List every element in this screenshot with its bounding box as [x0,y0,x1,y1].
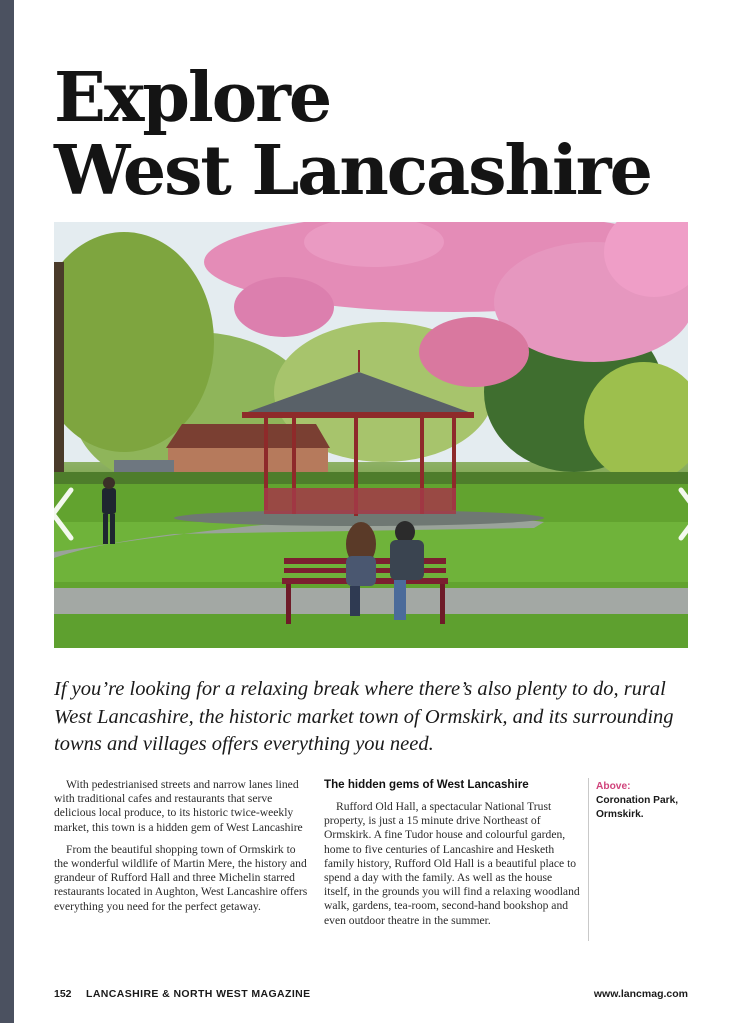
body-column-1 [54,778,311,922]
column2-paragraph-1: Rufford Old Hall, a spectacular National Trust property, is just a 15 minute drive Northeast of Ormskirk. A fine Tudor house and colourful garden, home to five centuries of Lancashire and Hesketh family history, Rufford Old Hall is a beautiful place to spend a day with the family. As well as the house itself, in the grounds you will find a relaxing woodland walk, gardens, tea-room, second-hand bookshop and even outdoor theatre in the summer. [324,800,580,927]
previous-image-button[interactable] [40,484,84,544]
caption-text: Coronation Park, Ormskirk. [596,795,679,820]
page-number: 152 [54,988,72,1000]
title-line-2: West Lancashire [54,131,651,211]
photo-caption [596,780,696,822]
chevron-right-icon [675,486,705,542]
website-link[interactable]: www.lancmag.com [593,988,688,1000]
next-image-button[interactable] [668,484,712,544]
intro-text: If you’re looking for a relaxing break where there’s also plenty to do, rural West Lancashire, the historic market town of Ormskirk, and its surrounding towns and villages offers everything you need. [54,678,674,755]
caption-divider [588,778,589,941]
column1-paragraph-2: From the beautiful shopping town of Ormskirk to the wonderful wildlife of Martin Mere, the history and grandeur of Rufford Hall and three Michelin starred restaurants located in Aughton, West Lancashire offers everything you need for the perfect getaway. [54,842,308,913]
page-title [54,58,651,211]
left-edge-bar [0,0,14,1023]
park-photo [54,222,688,648]
magazine-name: LANCASHIRE & NORTH WEST MAGAZINE [86,988,311,1000]
caption-label: Above: [596,781,631,792]
body-column-2 [324,778,580,936]
title-line-1: Explore [54,58,331,138]
section-heading: The hidden gems of West Lancashire [324,778,529,791]
column1-paragraph-1: With pedestrianised streets and narrow lanes lined with traditional cafes and restaurants that serve delicious local produce, to its historic twice-weekly market, this town is a hidden gem of West Lancashire [54,778,303,834]
chevron-left-icon [47,486,77,542]
